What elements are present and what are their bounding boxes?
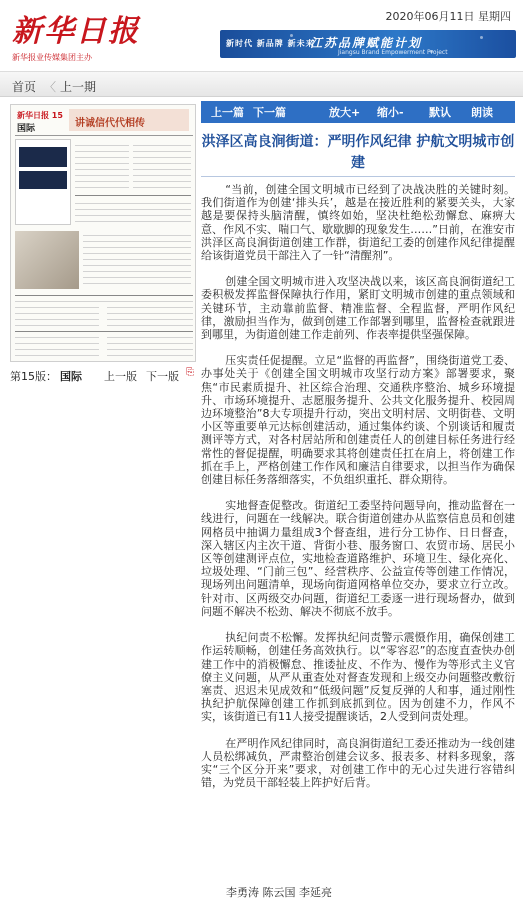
zoom-out-button[interactable]: 缩小- <box>377 106 404 119</box>
thumb-section: 国际 <box>17 124 36 134</box>
article-byline: 李勇涛 陈云国 李延亮 <box>226 886 332 899</box>
article-paragraph: “当前，创建全国文明城市已经到了决战决胜的关键时刻。我们街道作为创建‘排头兵’，越是在接近胜利的紧要关头，大家越是要保持头脑清醒，慎终如始，坚决杜绝松劲懈怠、麻痹大意、作风不实、喘口气、歇歇脚的现象发生……”日前，在淮安市洪泽区高良涧街道创建工作群，街道纪工委的创建作风纪律提醒给该街道党员干部注入了一针“清醒剂”。 <box>201 183 515 263</box>
prev-page-link[interactable]: 上一版 <box>104 370 137 383</box>
next-article-button[interactable]: 下一篇 <box>253 106 286 119</box>
top-nav <box>0 71 523 97</box>
masthead <box>0 0 523 68</box>
article-paragraph: 创建全国文明城市进入攻坚决战以来，该区高良涧街道纪工委积极发挥监督保障执行作用，紧盯文明城市创建的重点领域和关键环节，主动靠前监督、精准监督、全程监督，严明作风纪律，激励担当作为，做到创建工作部署到哪里，监督检查就跟进到哪里，为街道创建工作走前列、作表率提供坚强保障。 <box>201 275 515 342</box>
home-link[interactable]: 首页 <box>12 80 37 94</box>
nav-separator-icon: 〈 <box>44 80 57 94</box>
article-body <box>201 183 515 802</box>
banner-english: Jiangsu Brand Empowerment Project <box>338 49 448 56</box>
prev-article-button[interactable]: 上一篇 <box>211 106 244 119</box>
article-paragraph: 执纪问责不松懈。发挥执纪问责警示震慑作用，确保创建工作运转顺畅，创建任务高效执行。以“零容忍”的态度直查快办创建工作中的消极懈怠、推诿扯皮、不作为、慢作为等形式主义官僚主义问题，从严从重查处对督查发现和上级交办问题整改敷衍塞责、迟迟未见成效和“低级问题”反复反弹的人和事，通过刚性执纪护航保障创建工作抓到底抓到位。因为创建不力，作风不实，该街道已有11人接受提醒谈话，2人受到问责处理。 <box>201 631 515 724</box>
page-name-link[interactable]: 国际 <box>60 370 82 383</box>
page-thumbnail[interactable] <box>10 104 196 362</box>
article-title: 洪泽区高良涧街道：严明作风纪律 护航文明城市创建 <box>201 134 515 171</box>
title-divider <box>201 176 515 177</box>
banner-slogan: 新时代 新品牌 新未来 <box>226 39 315 48</box>
issue-date: 2020年06月11日 星期四 <box>385 10 511 23</box>
thumb-masthead: 新华日报 15 <box>17 111 63 120</box>
thumb-headline: 讲诚信代代相传 <box>75 118 145 129</box>
read-aloud-button[interactable]: 朗读 <box>471 106 493 119</box>
next-page-link[interactable]: 下一版 <box>146 370 179 383</box>
zoom-in-button[interactable]: 放大+ <box>329 106 361 119</box>
page-label: 第15版： <box>10 370 57 383</box>
thumb-photo <box>15 231 79 289</box>
ad-banner[interactable] <box>220 30 516 58</box>
article-paragraph: 实地督查促整改。街道纪工委坚持问题导向，推动监督在一线进行，问题在一线解决。联合街道创建办从监察信息员和创建网格员中抽调力量组成3个督查组，进行分工协作、日日督查，深入辖区内主次干道、背街小巷、服务窗口、农贸市场、居民小区等创建测评点位，实地检查道路维护、环境卫生、绿化亮化、垃圾处理、“门前三包”、经营秩序、公益宣传等创建工作情况，现场列出问题清单，现场向街道网格单位交办，要求立行立改。针对市、区两级交办问题，街道纪工委逐一进行现场督办，做到问题不解决不松劲、解决不彻底不放手。 <box>201 499 515 618</box>
prev-issue-link[interactable]: 上一期 <box>60 80 97 94</box>
article-toolbar <box>201 101 515 123</box>
article-paragraph: 在严明作风纪律同时，高良涧街道纪工委还推动为一线创建人员松绑减负，严肃整治创建会议多、报表多、材料多现象，落实“三个区分开来”要求，对创建工作中的无心过失进行容错纠错，为党员干部轻装上阵护好后背。 <box>201 736 515 790</box>
newspaper-logo[interactable]: 新华日报 <box>12 14 140 49</box>
banner-title: 江苏品牌赋能计划 <box>310 36 423 50</box>
article-paragraph: 压实责任促提醒。立足“监督的再监督”，围绕街道党工委、办事处关于《创建全国文明城市攻坚行动方案》部署要求，聚焦“市民素质提升、社区综合治理、交通秩序整治、城乡环境提升、市场环境提升、志愿服务提升、公共文化服务提升、校园周边环境整治”8大专项提升行动，突出文明村居、文明街巷、文明小区等重要单元达标创建活动，通过集体约谈、个别谈话和履责测评等方式，对各村居站所和创建责任人的创建目标任务进行经常性的督促提醒，明确要求其将创建责任扛在肩上，将创建工作抓在手上，严格创建工作作风和廉洁自律要求，以担当作为确保创建目标任务落细落实，不负组织重托、群众期待。 <box>201 354 515 487</box>
logo-subtitle: 新华报业传媒集团主办 <box>12 53 92 62</box>
default-size-button[interactable]: 默认 <box>429 106 451 119</box>
page-navigation <box>10 368 210 384</box>
pdf-icon[interactable]: ⎘ <box>186 367 194 378</box>
